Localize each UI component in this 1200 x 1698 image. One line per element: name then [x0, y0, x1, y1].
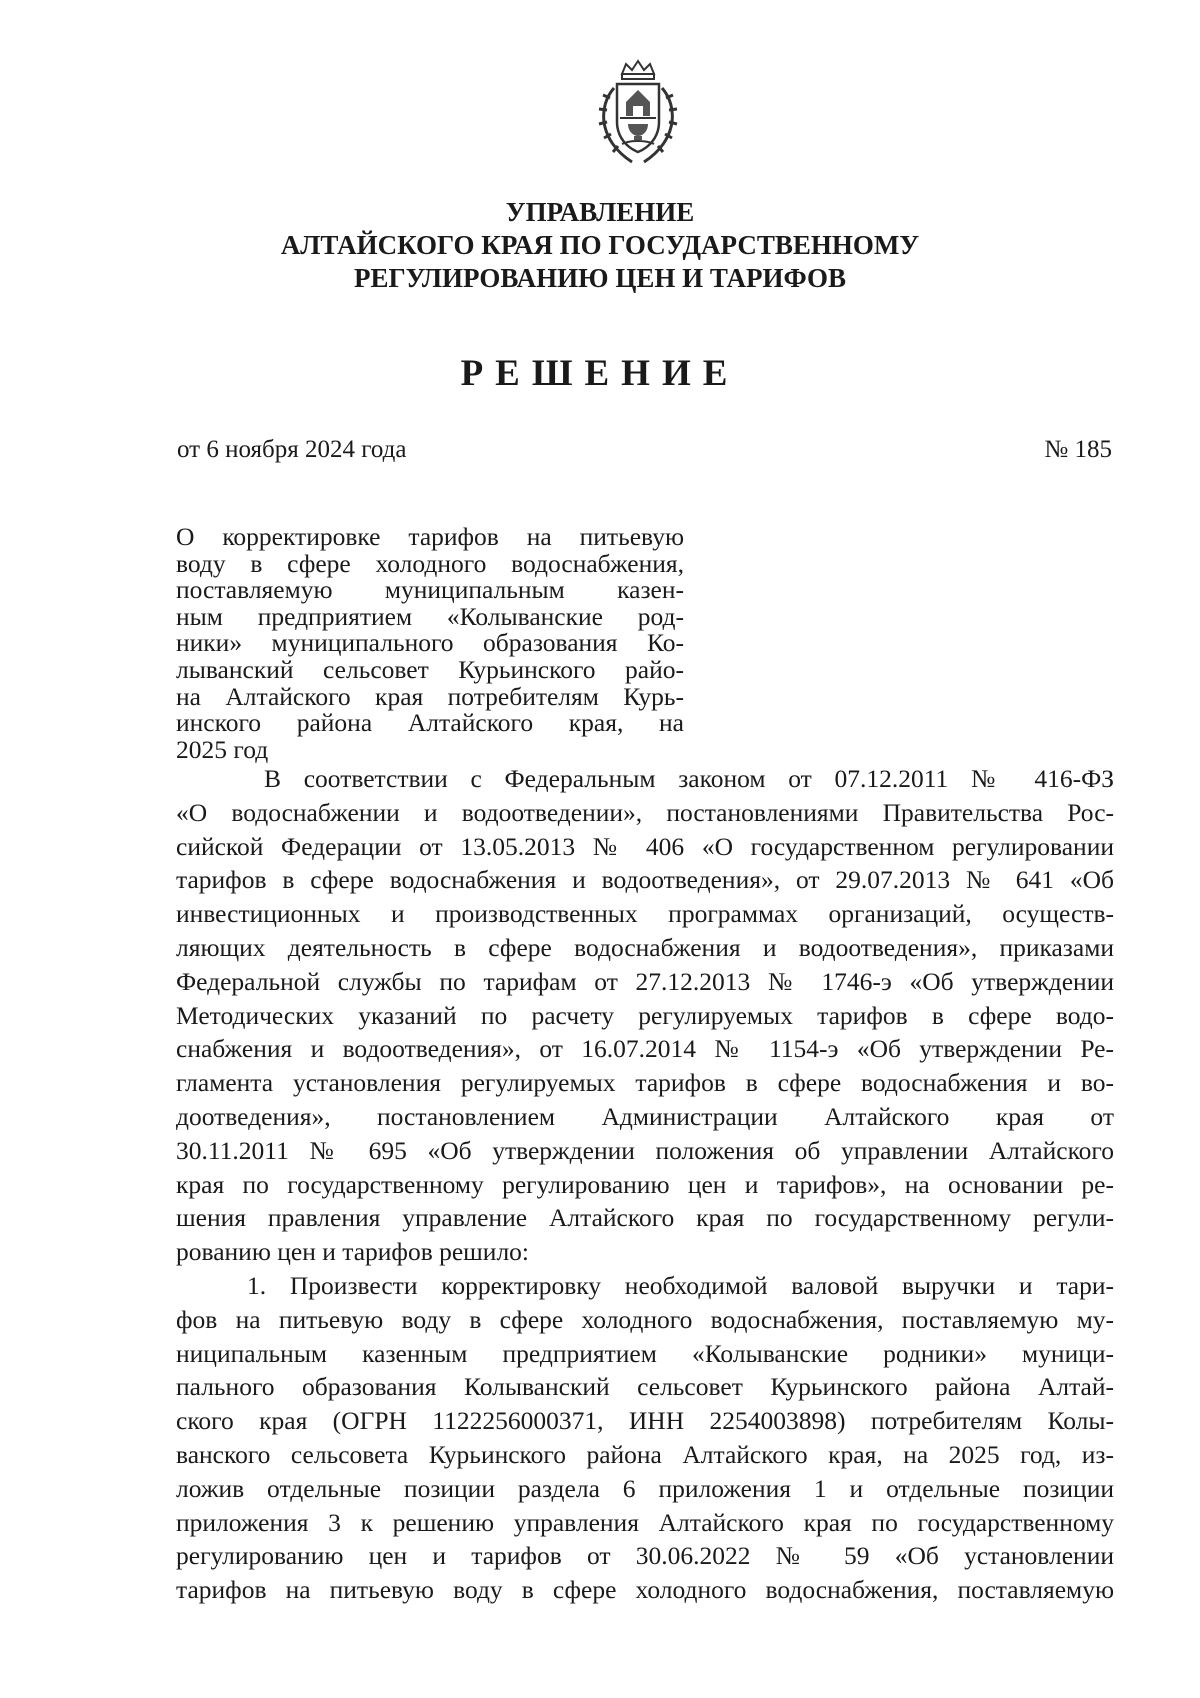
coat-of-arms-icon — [592, 58, 684, 170]
subject-line: ники» муниципального образования Ко- — [176, 628, 684, 658]
body-line: ложив отдельные позиции раздела 6 приложения 1 и отдельные позиции — [176, 1473, 1114, 1503]
subject-line: ным предприятием «Колыванские род- — [176, 601, 684, 631]
subject-line: лыванский сельсовет Курьинского райо- — [176, 654, 684, 684]
body-line: рованию цен и тарифов решило: — [176, 1237, 530, 1267]
document-subject — [176, 524, 684, 763]
body-line: приложения 3 к решению управления Алтайского края по государственному — [176, 1507, 1114, 1537]
body-line: Методических указаний по расчету регулируемых тарифов в сфере водо- — [176, 1000, 1114, 1030]
decision-item-1 — [176, 1269, 1114, 1607]
subject-line: воду в сфере холодного водоснабжения, — [176, 548, 684, 578]
subject-line: на Алтайского края потребителям Курь- — [176, 681, 684, 711]
body-line: ниципальным казенным предприятием «Колыванские родники» муници- — [176, 1338, 1114, 1368]
body-line: шения правления управление Алтайского края по государственному регули- — [176, 1203, 1114, 1233]
body-line: тарифов в сфере водоснабжения и водоотведения», от 29.07.2013 № 641 «Об — [176, 865, 1114, 895]
document-type-title: РЕШЕНИЕ — [460, 353, 740, 394]
body-line: 1. Произвести корректировку необходимой валовой выручки и тари- — [247, 1270, 1114, 1300]
body-line: доотведения», постановлением Администрации Алтайского края от — [176, 1101, 1114, 1131]
body-line: фов на питьевую воду в сфере холодного водоснабжения, поставляемую му- — [176, 1304, 1114, 1334]
body-line: гламента установления регулируемых тарифов в сфере водоснабжения и во- — [176, 1068, 1114, 1098]
authority-line: УПРАВЛЕНИЕ — [505, 197, 695, 227]
body-line: регулированию цен и тарифов от 30.06.2022 № 59 «Об установлении — [176, 1541, 1114, 1571]
subject-line: 2025 год — [176, 734, 269, 764]
document-body — [176, 762, 1114, 1607]
body-line: снабжения и водоотведения», от 16.07.2014 № 1154-э «Об утверждении Ре- — [176, 1034, 1114, 1064]
body-line: тарифов на питьевую воду в сфере холодного водоснабжения, поставляемую — [176, 1575, 1114, 1605]
body-line: ванского сельсовета Курьинского района Алтайского края, на 2025 год, из- — [176, 1439, 1114, 1469]
subject-line: поставляемую муниципальным казен- — [176, 575, 684, 605]
document-date: от 6 ноября 2024 года — [177, 436, 407, 463]
document-number: № 185 — [1044, 436, 1112, 463]
subject-line: О корректировке тарифов на питьевую — [176, 522, 684, 551]
body-line: «О водоснабжении и водоотведении», постановлениями Правительства Рос- — [176, 797, 1114, 827]
subject-line: инского района Алтайского края, на — [176, 708, 684, 738]
body-line: пального образования Колыванский сельсовет Курьинского района Алтай- — [176, 1372, 1114, 1402]
body-line: края по государственному регулированию цен и тарифов», на основании ре- — [176, 1169, 1114, 1199]
body-line: ляющих деятельность в сфере водоснабжения и водоотведения», приказами — [176, 932, 1114, 962]
preamble-paragraph — [176, 762, 1114, 1269]
body-line: сийской Федерации от 13.05.2013 № 406 «О государственном регулировании — [176, 831, 1114, 861]
body-line: Федеральной службы по тарифам от 27.12.2013 № 1746-э «Об утверждении — [176, 966, 1114, 996]
body-line: В соответствии с Федеральным законом от 07.12.2011 № 416-ФЗ — [264, 764, 1114, 793]
body-line: ского края (ОГРН 1122256000371, ИНН 2254003898) потребителям Колы- — [176, 1406, 1114, 1436]
issuing-authority — [0, 196, 1200, 295]
authority-line: РЕГУЛИРОВАНИЮ ЦЕН И ТАРИФОВ — [353, 263, 847, 293]
body-line: 30.11.2011 № 695 «Об утверждении положения об управлении Алтайского — [176, 1135, 1114, 1165]
body-line: инвестиционных и производственных программах организаций, осуществ- — [176, 899, 1114, 929]
authority-line: АЛТАЙСКОГО КРАЯ ПО ГОСУДАРСТВЕННОМУ — [280, 230, 920, 260]
